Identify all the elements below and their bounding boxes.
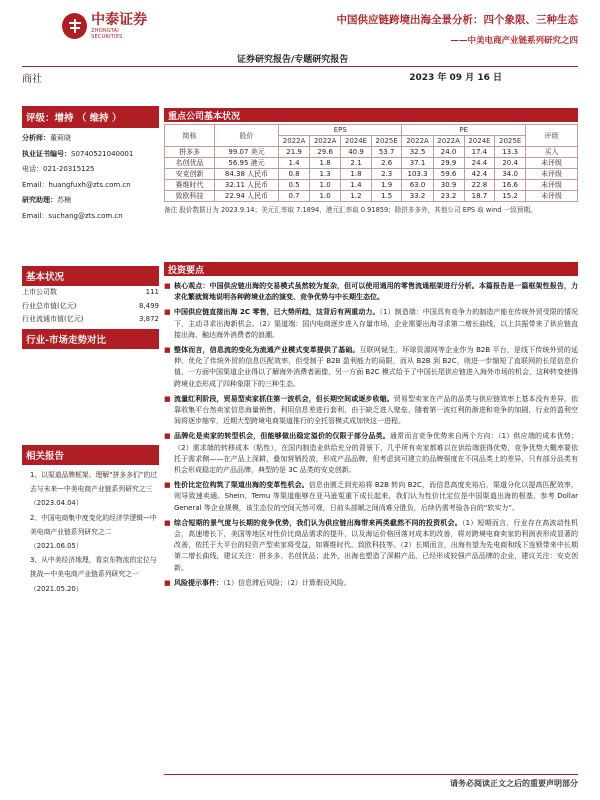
analyst-row[interactable]: Email：suchang@zts.com.cn — [22, 211, 123, 220]
basic-status-section — [22, 266, 159, 327]
cell-eps: 1.3 — [310, 169, 341, 180]
point-item — [164, 394, 578, 428]
cell-pe: 22.8 — [464, 180, 495, 191]
related-reports-section — [22, 445, 159, 596]
cell-pe: 23.2 — [433, 191, 464, 202]
year-header: 2022A — [279, 136, 310, 147]
bullet-icon: ■ — [164, 308, 171, 317]
cell-pe: 32.5 — [402, 147, 433, 158]
bullet-icon: ■ — [164, 282, 171, 290]
basic-row: 行业流通市值(亿元) 3,872 — [22, 315, 159, 323]
logo-english: ZHONGTAI SECURITIES — [91, 28, 123, 40]
cell-name: 名创优品 — [165, 158, 215, 169]
cell-pe: 33.2 — [402, 191, 433, 202]
cell-eps: 2.6 — [371, 158, 402, 169]
related-reports-title: 相关报告 — [22, 445, 159, 465]
cell-pe: 29.9 — [433, 158, 464, 169]
bullet-icon: ■ — [164, 432, 171, 441]
year-header: 2022A — [402, 136, 433, 147]
col-price: 股价 — [215, 125, 279, 147]
cell-eps: 1.8 — [341, 169, 372, 180]
cell-rating: 未评级 — [526, 169, 578, 180]
point-text: 贸易型卖家在产品的品类与供应链效率上基本没有差异，依靠收集平台然卖家信息海量销售，利用信息差进行套利，由于缺乏进入壁垒，随着第一波红利的渐进和竞争的加剧，行业的盈利空间将逐步缩窄，近期大型跨境电商渠道推行的全托管模式成加快这一进程。 — [174, 394, 579, 426]
bullet-icon: ■ — [164, 394, 171, 403]
rating-box — [22, 106, 159, 128]
cell-eps: 1.4 — [279, 158, 310, 169]
point-item — [164, 307, 578, 341]
market-trend-title: 行业-市场走势对比 — [22, 329, 159, 349]
cell-eps: 1.9 — [371, 180, 402, 191]
footer-divider — [164, 774, 578, 775]
col-name: 简称 — [165, 125, 215, 147]
cell-eps: 1.2 — [341, 191, 372, 202]
cell-pe: 63.0 — [402, 180, 433, 191]
point-heading: 品牌化是卖家的转型机会，但能够做出稳定溢价的仅限于部分品类。 — [174, 432, 390, 441]
point-heading: 流量红利阶段，贸易型卖家抓住第一波机会，但长期空间或逐步收缩。 — [174, 394, 394, 403]
cell-price: 56.95 港元 — [215, 158, 279, 169]
point-heading: 整体而言，信息流的变化为流通产业模式变革提供了基础。 — [174, 346, 360, 355]
report-type: 证券研究报告/专题研究报告 — [237, 55, 349, 65]
table-row — [165, 147, 578, 158]
cell-rating: 未评级 — [526, 158, 578, 169]
cell-pe: 42.4 — [464, 169, 495, 180]
point-text: 信息由匮乏到充裕将 B2B 转向 B2C，而信息高度充裕后，渠道分化以提高匹配效率，则导致速卖通、Shein、Temu 等渠道能够在亚马逊冤重下成长起来，我们认为性价比定位是中国渠道出海的根基，参考 Dollar General 等企业规模，该生态位的空间天然可观，日前头部赋之间尚难分胜负，后续仍需考验各自的“软实力”。 — [174, 481, 578, 512]
header-divider — [22, 66, 578, 67]
table-row — [165, 158, 578, 169]
year-header: 2024E — [464, 136, 495, 147]
cell-pe: 20.4 — [495, 158, 526, 169]
cell-pe: 17.4 — [464, 147, 495, 158]
col-rating: 评级 — [526, 125, 578, 147]
market-trend-section — [22, 329, 159, 349]
related-report-item[interactable]: 2、中国电商集中度变化的经济学逻辑—中美电商产业链系列研究之二（2021.06.05） — [30, 513, 157, 551]
brand-logo — [62, 10, 150, 42]
point-heading: 核心观点：中国供应链出海的交易模式虽然较为复杂，但可以使用通用的零售流通框架进行分析。本篇报告是一篇框架性报告，力求化繁就简地说明各种跨境业态的演变、竞争优势与中长期生态位。 — [174, 282, 578, 302]
point-item — [164, 281, 578, 303]
cell-name: 赛维时代 — [165, 180, 215, 191]
cell-pe: 18.7 — [464, 191, 495, 202]
cell-eps: 0.8 — [279, 169, 310, 180]
point-item — [164, 431, 578, 476]
cell-pe: 13.3 — [495, 147, 526, 158]
point-heading: 综合短期的景气度与长期的竞争优势，我们认为供应链出海带来两类截然不同的投资机会。 — [174, 518, 462, 527]
logo-mark-icon — [62, 13, 87, 39]
cell-pe: 34.0 — [495, 169, 526, 180]
report-title: 中国供应链跨境出海全景分析：四个象限、三种生态 — [336, 14, 578, 26]
cell-pe: 16.6 — [495, 180, 526, 191]
cell-price: 99.07 美元 — [215, 147, 279, 158]
bullet-icon: ■ — [164, 578, 171, 587]
cell-rating: 未评级 — [526, 180, 578, 191]
analyst-row: 执业证书编号：S0740521040001 — [22, 149, 134, 158]
point-item — [164, 345, 578, 390]
footer-disclaimer: 请务必阅读正文之后的重要声明部分 — [450, 778, 578, 788]
analyst-row: 分析师：董莉晓 — [22, 134, 71, 142]
year-header: 2025E — [371, 136, 402, 147]
cell-name: 拼多多 — [165, 147, 215, 158]
year-header: 2022A — [310, 136, 341, 147]
point-text: 通常而言竞争优势来自两个方向：（1）供应端的成本优势；（2）需求端的转移成本（粘性），在国内制造业供给充分的背景下，几乎所有卖家都难以在供给端获得优势，竞争优势大概率要依托于需求侧——在产品上深耕，叠加营销投放，形成产品品牌，但考虑到可建立的品牌强度在不同品类上的差异，只有部分品类有机会形成稳定的产品品牌，典型的是 3C 品类的安克创新。 — [174, 432, 579, 475]
point-heading: 性价比定位构筑了渠道出海的变革性机会。 — [174, 481, 309, 490]
logo-name: 中泰证券 — [91, 12, 148, 28]
related-report-item[interactable]: 1、以渠道品牌框架、理解“拼多多们”的过去与未来—中美电商产业链系列研究之三（2023.04.04） — [30, 471, 157, 508]
cell-price: 22.94 人民币 — [215, 191, 279, 202]
cell-pe: 59.6 — [433, 169, 464, 180]
cell-pe: 24.0 — [433, 147, 464, 158]
point-text: （1）短期而言，行业存在高波动性机会，高速增长下，美国等地区对性价比商品需求的提升，以及海运价格回落对成本的改善，将对跨境电商卖家的利润表形成显著的改善，依托于大平台的轻资产型卖家将受益，如赛维时代、致欧科技等。（2）长期而言，出海有望为先电商和线下连锁带来中长期第二增长曲线，建议关注：拼多多、名创优品；此外，出海也塑造了深耕产品，已经形成较强产品品牌的企业，建议关注：安克创新。 — [174, 518, 578, 572]
cell-eps: 2.1 — [341, 158, 372, 169]
cell-eps: 21.9 — [279, 147, 310, 158]
point-item — [164, 518, 578, 574]
cell-price: 84.38 人民币 — [215, 169, 279, 180]
cell-pe: 24.4 — [464, 158, 495, 169]
cell-eps: 40.9 — [341, 147, 372, 158]
left-column — [22, 106, 159, 224]
bullet-icon: ■ — [164, 481, 171, 490]
basic-row: 上市公司数 111 — [22, 288, 159, 296]
analyst-row: 电话：021-20315125 — [22, 165, 95, 173]
cell-rating: 未评级 — [526, 191, 578, 202]
report-date: 2023 年 09 月 16 日 — [409, 73, 502, 83]
cell-pe: 15.2 — [495, 191, 526, 202]
analyst-info — [22, 131, 159, 224]
sector-label: 商社 — [22, 74, 42, 85]
basic-row: 行业总市值(亿元) 8,499 — [22, 301, 159, 310]
rating-value: 增持 （ 维持 ） — [54, 113, 122, 124]
point-item — [164, 480, 578, 514]
report-subtitle: ——中美电商产业链系列研究之四 — [450, 36, 578, 46]
cell-name: 安克创新 — [165, 169, 215, 180]
point-item — [164, 578, 578, 589]
cell-eps: 0.5 — [279, 180, 310, 191]
point-text: （1）信息滞后风险；（2）计算假设风险。 — [223, 578, 351, 587]
year-header: 2022A — [433, 136, 464, 147]
company-table-title: 重点公司基本状况 — [164, 108, 578, 122]
investment-points-title: 投资要点 — [164, 262, 578, 276]
rating-label: 评级： — [26, 113, 55, 124]
cell-pe: 30.9 — [433, 180, 464, 191]
cell-eps: 2.3 — [371, 169, 402, 180]
point-heading: 风险提示事件： — [174, 578, 223, 587]
cell-eps: 29.6 — [310, 147, 341, 158]
point-text: （1）制造端：中国具有竞争力的制造产能在传统外贸受限的情况下，主动寻求出海新机会。（2）渠道端：国内电商逐步进入存量市场，企业需要出海寻求第二增长曲线，以上共振带来了供应链直接出海，触达海外消费者的浪潮。 — [174, 308, 579, 339]
basic-status-title: 基本状况 — [22, 266, 159, 286]
cell-eps: 1.5 — [371, 191, 402, 202]
year-header: 2024E — [341, 136, 372, 147]
point-heading: 中国供应链直接出海 2C 零售，已大势所趋，这背后有两重动力。 — [174, 308, 380, 317]
cell-eps: 1.0 — [310, 180, 341, 191]
bullet-icon: ■ — [164, 346, 171, 355]
table-row — [165, 191, 578, 202]
cell-name: 致欧科技 — [165, 191, 215, 202]
cell-eps: 53.7 — [371, 147, 402, 158]
company-table-section — [164, 108, 578, 216]
year-header: 2025E — [495, 136, 526, 147]
cell-price: 32.11 人民币 — [215, 180, 279, 191]
company-table — [164, 124, 578, 202]
cell-pe: 37.1 — [402, 158, 433, 169]
col-eps: EPS — [279, 125, 402, 136]
table-row — [165, 169, 578, 180]
analyst-row[interactable]: Email：huangfuxh@zts.com.cn — [22, 180, 131, 189]
cell-eps: 0.7 — [279, 191, 310, 202]
bullet-icon: ■ — [164, 518, 171, 527]
point-text: 互联网诞生，环球资源网等企业作为 B2B 平台，是线下传统外贸的延伸，优化了传统外贸的信息匹配效率，但受制于 B2B 盈利能力的局限，而从 B2B 到 B2C，则进一步缩短了直联网的长尾信息价值，一方面中国渠道企业得以了解海外消费者画像，另一方面 B2C 模式给予了中国长尾供应链进入海外市场的机会，这种转变使得跨境业态形成了四种象限下的三种生态。 — [174, 346, 579, 388]
cell-pe: 103.3 — [402, 169, 433, 180]
cell-eps: 1.0 — [310, 191, 341, 202]
cell-eps: 1.8 — [310, 158, 341, 169]
analyst-row: 研究助理：苏楠 — [22, 196, 71, 204]
table-row — [165, 180, 578, 191]
cell-eps: 1.4 — [341, 180, 372, 191]
col-pe: PE — [402, 125, 526, 136]
cell-rating: 买入 — [526, 147, 578, 158]
table-note: 备注 股价数据日为 2023.9.14；美元汇率取 7.1894，港元汇率取 0.91859；除拼多多外，其他公司 EPS 取 wind 一致预期。 — [164, 206, 537, 214]
related-report-item[interactable]: 3、从中美经济地理，看京东物流的定位与挑战—中美电商产业链系列研究之一（2021.05.20） — [30, 556, 157, 593]
investment-points — [164, 281, 578, 593]
